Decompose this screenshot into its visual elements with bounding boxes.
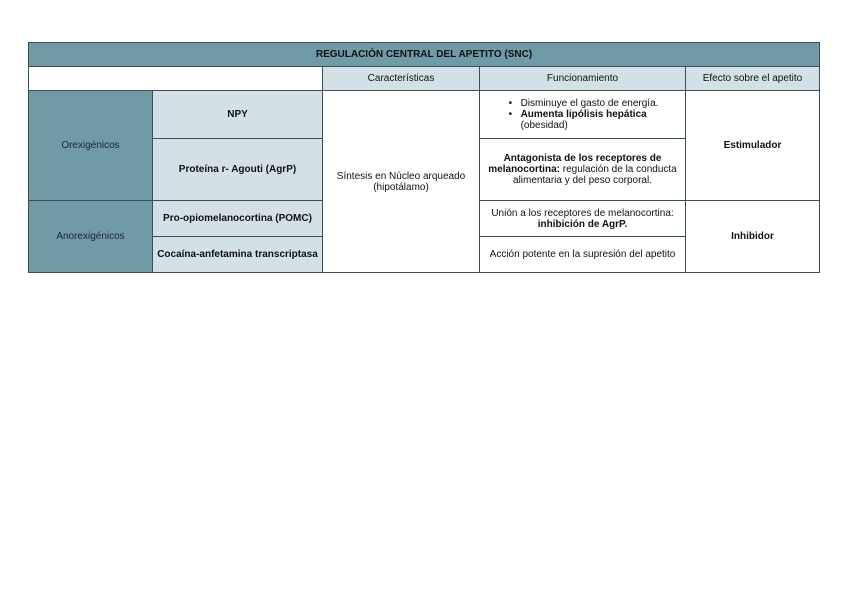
func-pomc-cell (480, 201, 686, 237)
func-pomc-rest: Unión a los receptores de melanocortina: (491, 207, 674, 219)
func-npy-note-text: (obesidad) (520, 120, 568, 131)
table-title: REGULACIÓN CENTRAL DEL APETITO (SNC) (29, 43, 820, 67)
func-npy-note (507, 120, 659, 131)
header-caracteristicas: Características (323, 67, 480, 91)
efecto-inhibidor: Inhibidor (686, 201, 820, 273)
func-npy-cell (480, 91, 686, 139)
func-pomc-bold: inhibición de AgrP. (537, 218, 628, 230)
bullet-2-text: Aumenta lipólisis hepática (520, 109, 647, 120)
efecto-estimulador: Estimulador (686, 91, 820, 201)
row-name-npy: NPY (153, 91, 323, 139)
func-agrp-cell (480, 139, 686, 201)
func-npy-list (507, 98, 659, 131)
func-npy-bullet-1 (507, 98, 659, 109)
group-anorexigenicos: Anorexigénicos (29, 201, 153, 273)
row-name-pomc: Pro-opiomelanocortina (POMC) (153, 201, 323, 237)
func-agrp-bold: Antagonista de los receptores de melanocortina: (488, 153, 662, 175)
caracteristicas-shared-cell: Síntesis en Núcleo arqueado (hipotálamo) (323, 91, 480, 273)
func-agrp-rest: regulación de la conducta alimentaria y del peso corporal. (513, 164, 677, 186)
bullet-1-symbol: • (508, 98, 513, 109)
row-name-cocaina: Cocaína-anfetamina transcriptasa (153, 237, 323, 273)
func-npy-bullet-2 (507, 109, 659, 120)
header-funcionamiento: Funcionamiento (480, 67, 686, 91)
group-orexigenicos: Orexigénicos (29, 91, 153, 201)
appetite-regulation-table (28, 42, 820, 273)
bullet-1-text: Disminuye el gasto de energía. (520, 98, 659, 109)
bullet-2-symbol: • (508, 109, 513, 120)
func-cocaina-cell: Acción potente en la supresión del apetito (480, 237, 686, 273)
header-efecto: Efecto sobre el apetito (686, 67, 820, 91)
row-name-agrp: Proteína r- Agouti (AgrP) (153, 139, 323, 201)
header-blank-cell (29, 67, 323, 91)
